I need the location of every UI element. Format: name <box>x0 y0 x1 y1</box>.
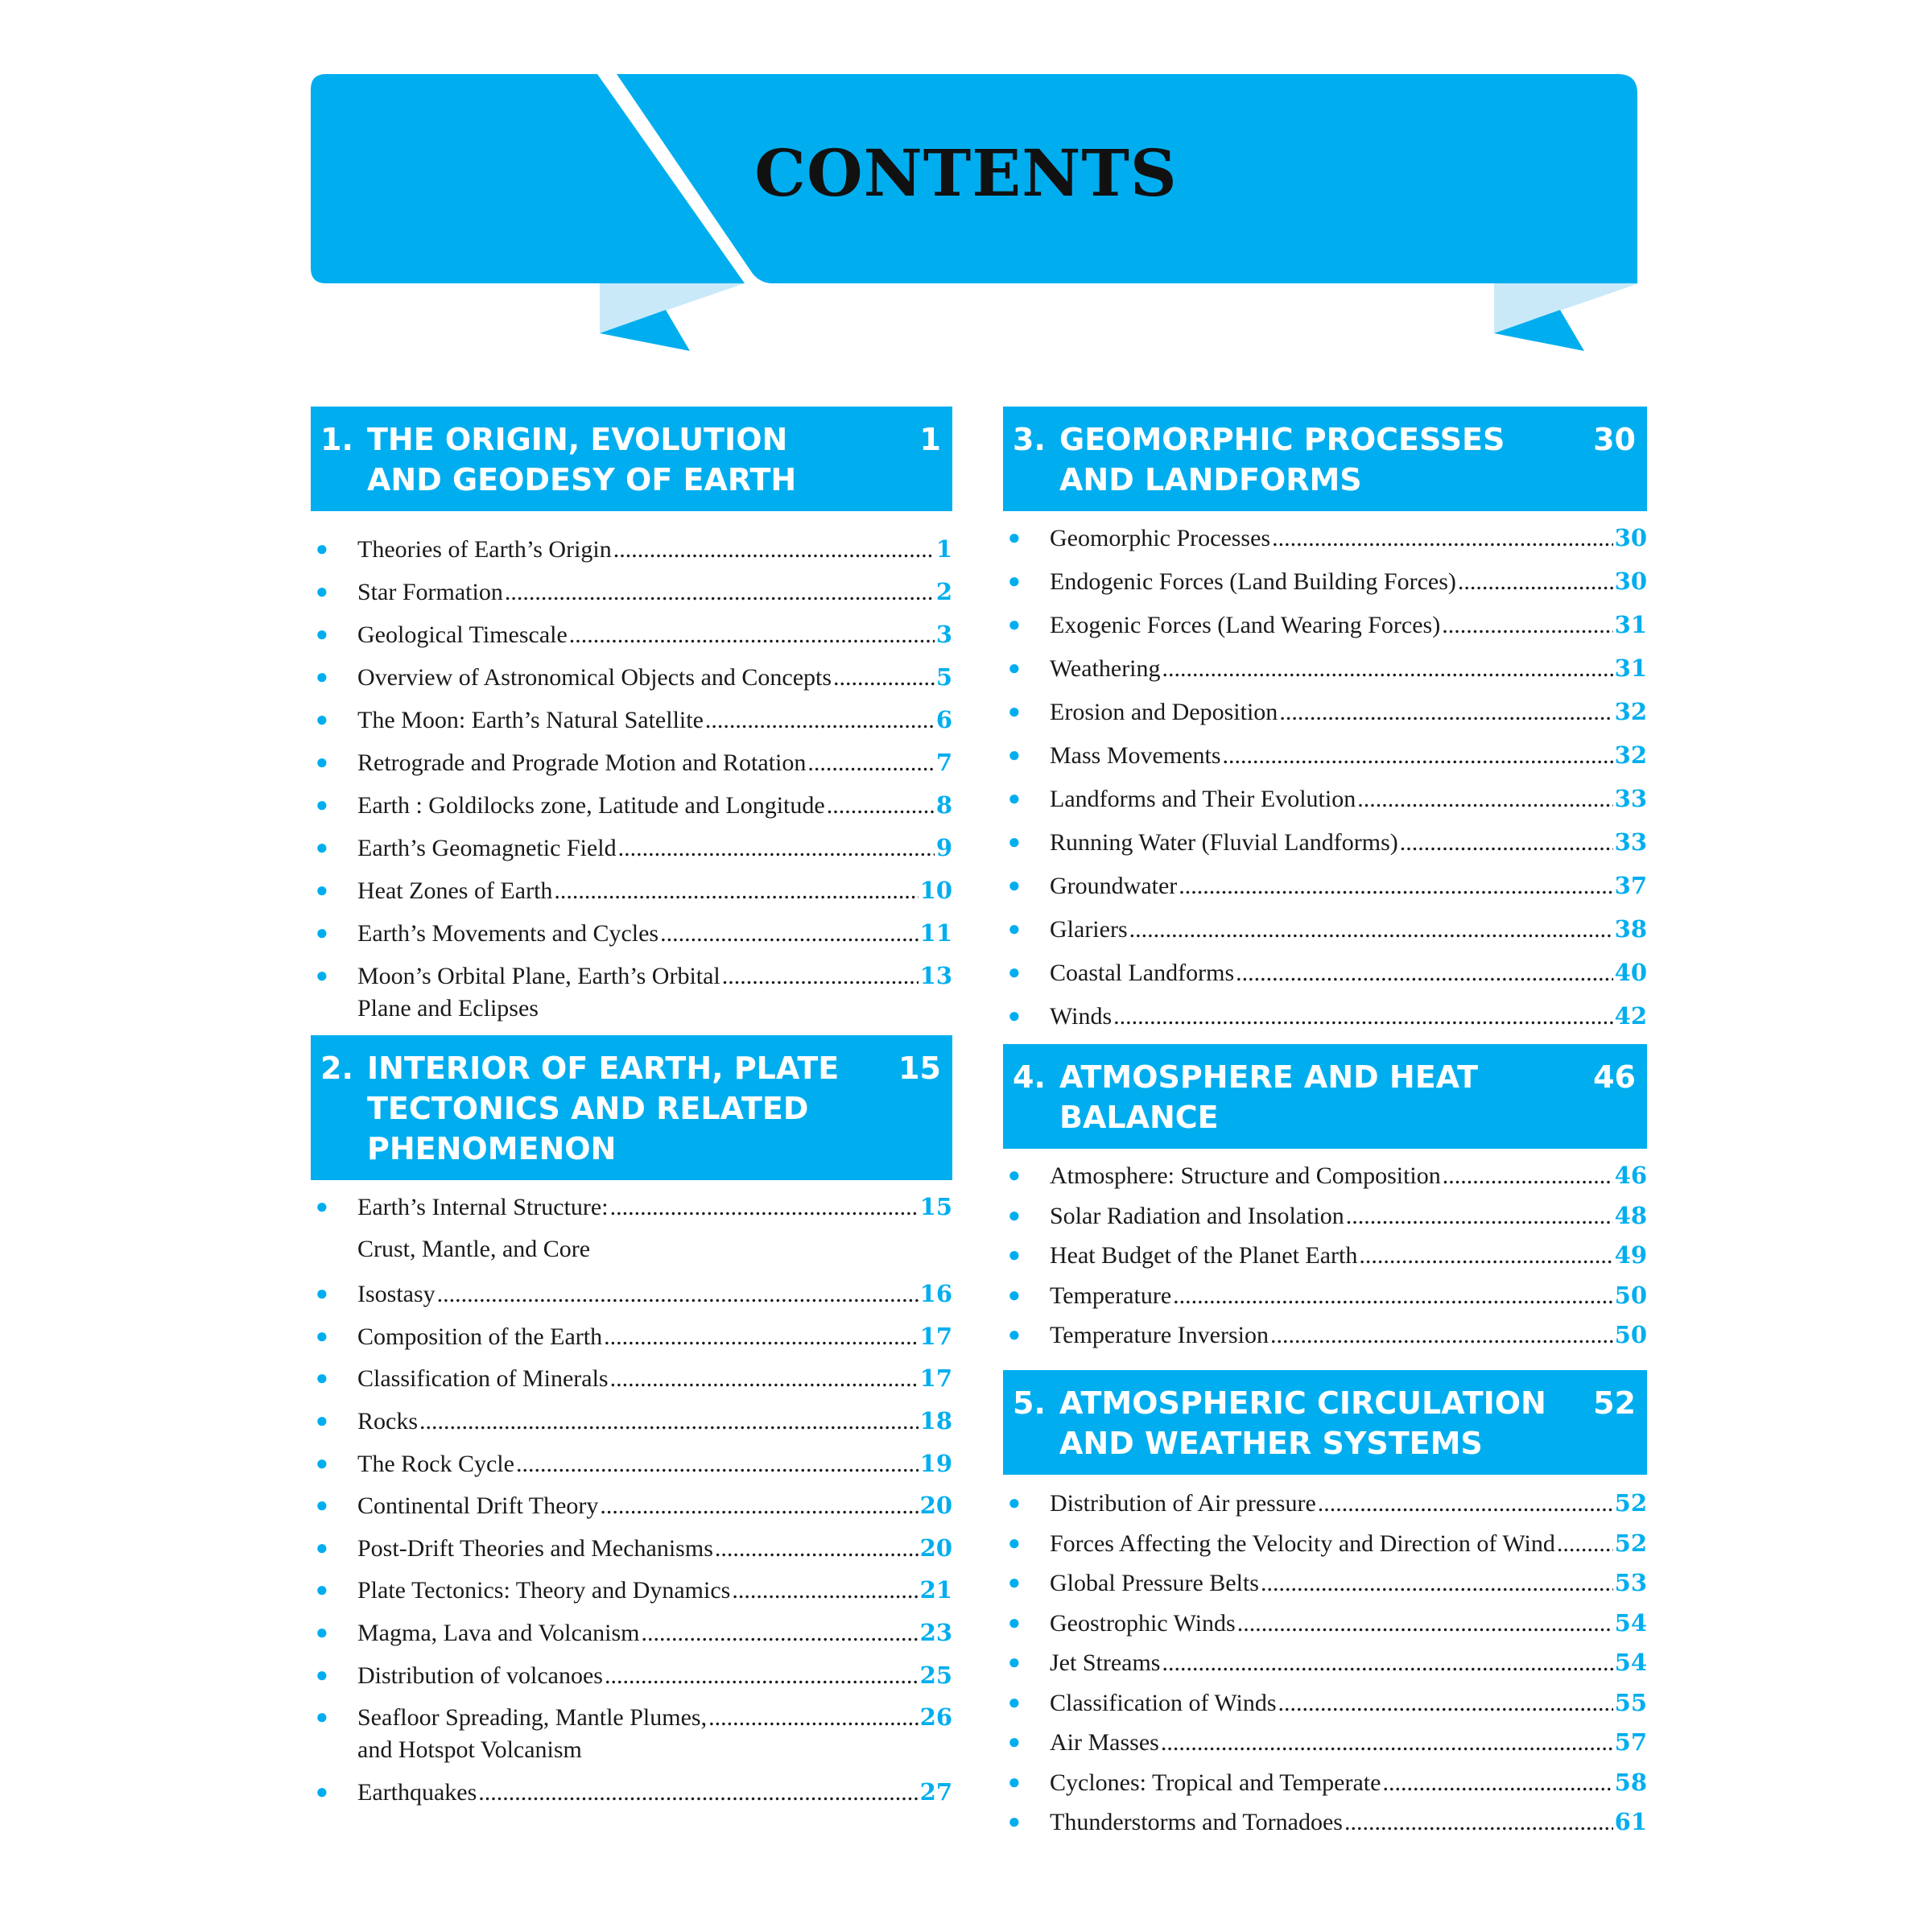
toc-entry-page: 33 <box>1614 785 1647 812</box>
toc-entry-label: Erosion and Deposition <box>1050 699 1278 725</box>
toc-entry[interactable] <box>311 1575 952 1606</box>
toc-entry-label: Solar Radiation and Insolation <box>1050 1202 1344 1229</box>
bullet-icon: ● <box>1008 1769 1021 1794</box>
bullet-icon: ● <box>316 708 328 731</box>
toc-entry-label: The Moon: Earth’s Natural Satellite <box>357 707 704 733</box>
leader-dots <box>1458 567 1613 597</box>
toc-entry-page: 50 <box>1614 1321 1647 1348</box>
bullet-icon: ● <box>316 750 328 774</box>
toc-entry-label: Distribution of volcanoes <box>357 1662 603 1689</box>
section-page-number: 15 <box>898 1051 941 1086</box>
toc-entry-label: Mass Movements <box>1050 742 1221 769</box>
toc-entry[interactable] <box>1003 1001 1647 1032</box>
leader-dots <box>516 1449 919 1480</box>
section-page-number: 30 <box>1593 422 1636 457</box>
toc-entry-label: Exogenic Forces (Land Wearing Forces) <box>1050 612 1441 638</box>
leader-dots <box>1357 784 1612 815</box>
bullet-icon: ● <box>316 622 328 646</box>
bullet-icon: ● <box>1008 1690 1021 1714</box>
toc-entry-label: Theories of Earth’s Origin <box>357 536 612 563</box>
toc-entry[interactable] <box>1003 827 1647 858</box>
toc-list <box>1003 1488 1647 1838</box>
bullet-icon: ● <box>316 836 328 859</box>
bullet-icon: ● <box>316 665 328 688</box>
toc-entry[interactable] <box>1003 609 1647 641</box>
toc-entry-label: Post-Drift Theories and Mechanisms <box>357 1534 713 1562</box>
toc-entry[interactable] <box>1003 957 1647 989</box>
toc-entry-page: 16 <box>919 1280 952 1308</box>
toc-entry-label: Isostasy <box>357 1281 436 1308</box>
toc-entry-page: 15 <box>919 1193 952 1220</box>
toc-entry-page: 42 <box>1614 1002 1647 1030</box>
bullet-icon: ● <box>1008 1243 1021 1266</box>
bullet-icon: ● <box>316 1620 328 1644</box>
toc-entry-label: Earth’s Internal Structure: <box>357 1194 609 1220</box>
bullet-icon: ● <box>1008 1491 1021 1514</box>
toc-entry-page: 50 <box>1614 1281 1647 1309</box>
toc-entry-continuation: Plane and Eclipses <box>357 995 539 1022</box>
bullet-icon: ● <box>1008 960 1021 984</box>
toc-list <box>311 534 952 1024</box>
toc-entry-page: 58 <box>1614 1768 1647 1796</box>
toc-entry-label: Global Pressure Belts <box>1050 1570 1259 1596</box>
toc-entry-label: Moon’s Orbital Plane, Earth’s Orbital <box>357 963 720 989</box>
toc-entry-label: Glariers <box>1050 916 1128 943</box>
toc-entry-page: 10 <box>919 877 952 904</box>
contents-banner <box>0 0 1932 370</box>
toc-entry-label: Earth : Goldilocks zone, Latitude and Longitude <box>357 792 825 819</box>
leader-dots <box>1113 1001 1613 1032</box>
toc-entry[interactable] <box>311 747 952 778</box>
bullet-icon: ● <box>1008 830 1021 853</box>
leader-dots <box>569 620 935 650</box>
toc-entry[interactable] <box>311 1448 952 1480</box>
toc-entry[interactable] <box>1003 522 1647 554</box>
bullet-icon: ● <box>316 1705 328 1729</box>
section-1 <box>311 407 952 1024</box>
toc-entry-label: Rocks <box>357 1407 418 1435</box>
leader-dots <box>807 748 934 778</box>
toc-entry-page: 7 <box>935 749 952 776</box>
leader-dots <box>660 919 919 949</box>
bullet-icon: ● <box>316 1195 328 1218</box>
bullet-icon: ● <box>1008 873 1021 897</box>
toc-entry-label: Air Masses <box>1050 1729 1159 1756</box>
leader-dots <box>478 1777 918 1808</box>
toc-entry[interactable] <box>311 918 952 949</box>
toc-entry-page: 49 <box>1614 1241 1647 1269</box>
toc-entry-label: Earth’s Movements and Cycles <box>357 920 659 947</box>
toc-entry[interactable] <box>311 960 952 992</box>
leader-dots <box>1442 610 1612 641</box>
toc-entry-page: 52 <box>1614 1489 1647 1517</box>
leader-dots <box>1346 1201 1613 1232</box>
toc-entry[interactable] <box>1003 1687 1647 1719</box>
toc-entry[interactable] <box>311 1278 952 1310</box>
bullet-icon: ● <box>316 1578 328 1602</box>
toc-entry[interactable] <box>1003 653 1647 684</box>
section-title: THE ORIGIN, EVOLUTION AND GEODESY OF EARTH <box>367 422 797 497</box>
toc-entry-label: Heat Budget of the Planet Earth <box>1050 1242 1358 1269</box>
section-title: ATMOSPHERE AND HEAT BALANCE <box>1059 1059 1479 1135</box>
bullet-icon: ● <box>1008 1282 1021 1307</box>
toc-entry-page: 55 <box>1614 1688 1647 1716</box>
bullet-icon: ● <box>1008 743 1021 766</box>
toc-entry-page: 6 <box>935 706 952 733</box>
toc-entry-page: 1 <box>935 535 952 563</box>
section-title: ATMOSPHERIC CIRCULATION AND WEATHER SYSTEMS <box>1059 1385 1546 1461</box>
toc-entry[interactable] <box>1003 566 1647 597</box>
bullet-icon: ● <box>1008 656 1021 679</box>
section-number: 4. <box>1013 1059 1046 1095</box>
toc-entry[interactable] <box>311 662 952 693</box>
toc-entry[interactable] <box>311 875 952 906</box>
left-column <box>311 407 952 1818</box>
toc-entry-page: 21 <box>919 1576 952 1604</box>
toc-entry[interactable] <box>311 1363 952 1394</box>
toc-entry[interactable] <box>1003 1647 1647 1678</box>
bullet-icon: ● <box>1008 1530 1021 1554</box>
toc-entry-page: 25 <box>919 1661 952 1689</box>
toc-entry-page: 20 <box>919 1492 952 1520</box>
toc-subtitle: Crust, Mantle, and Core <box>357 1235 591 1262</box>
toc-entry-label: Geological Timescale <box>357 621 568 648</box>
leader-dots <box>604 1322 919 1352</box>
toc-entry-label: Magma, Lava and Volcanism <box>357 1619 640 1646</box>
toc-entry-label: The Rock Cycle <box>357 1450 514 1477</box>
toc-entry[interactable] <box>311 619 952 650</box>
leader-dots <box>1344 1807 1613 1838</box>
leader-dots <box>1359 1241 1612 1271</box>
section-5 <box>1003 1370 1647 1838</box>
toc-entry-page: 57 <box>1614 1728 1647 1756</box>
toc-entry[interactable] <box>311 704 952 736</box>
toc-entry-label: Temperature Inversion <box>1050 1322 1269 1348</box>
leader-dots <box>505 577 935 608</box>
toc-entry-page: 13 <box>919 962 952 989</box>
leader-dots <box>554 876 918 906</box>
section-page-number: 46 <box>1593 1059 1636 1095</box>
toc-entry[interactable] <box>1003 1280 1647 1311</box>
toc-entry[interactable] <box>311 576 952 608</box>
leader-dots <box>1236 958 1613 989</box>
toc-entry-page: 52 <box>1614 1529 1647 1557</box>
section-number: 1. <box>320 422 353 457</box>
toc-entry-page: 11 <box>919 919 952 947</box>
leader-dots <box>722 961 919 992</box>
leader-dots <box>1272 523 1613 554</box>
section-header[interactable] <box>1003 1370 1647 1475</box>
toc-entry[interactable] <box>311 1660 952 1691</box>
bullet-icon: ● <box>1008 917 1021 940</box>
bullet-icon: ● <box>316 1493 328 1517</box>
section-2 <box>311 1035 952 1808</box>
leader-dots <box>1162 654 1613 684</box>
toc-entry-label: Geomorphic Processes <box>1050 525 1271 551</box>
toc-entry[interactable] <box>1003 1200 1647 1232</box>
bullet-icon: ● <box>316 1282 328 1306</box>
bullet-icon: ● <box>316 878 328 902</box>
toc-entry-page: 27 <box>919 1777 952 1806</box>
leader-dots <box>641 1618 918 1649</box>
toc-entry-page: 23 <box>919 1618 952 1646</box>
toc-entry-page: 37 <box>1614 872 1647 899</box>
leader-dots <box>600 1491 918 1521</box>
section-page-number: 52 <box>1593 1385 1636 1421</box>
leader-dots <box>437 1279 919 1310</box>
section-header[interactable] <box>311 407 952 511</box>
bullet-icon: ● <box>316 964 328 987</box>
leader-dots <box>610 1192 919 1223</box>
toc-entry-page: 17 <box>919 1364 952 1393</box>
toc-entry-continuation: and Hotspot Volcanism <box>357 1736 582 1764</box>
toc-entry-label: Composition of the Earth <box>357 1323 603 1350</box>
leader-dots <box>833 663 935 693</box>
leader-dots <box>705 705 935 736</box>
toc-entry-label: Endogenic Forces (Land Building Forces) <box>1050 568 1456 595</box>
toc-entry-page: 54 <box>1614 1608 1647 1637</box>
bullet-icon: ● <box>316 1779 328 1803</box>
bullet-icon: ● <box>1008 700 1021 723</box>
toc-entry-page: 30 <box>1614 568 1647 595</box>
toc-entry-page: 20 <box>919 1534 952 1562</box>
toc-entry[interactable] <box>311 1321 952 1352</box>
leader-dots <box>1278 1688 1613 1719</box>
section-title: INTERIOR OF EARTH, PLATE TECTONICS AND RELATED PHENOMENON <box>367 1051 840 1166</box>
toc-entry-label: Star Formation <box>357 579 503 605</box>
right-column <box>1003 407 1647 1847</box>
contents-title: CONTENTS <box>754 135 1178 211</box>
toc-entry-label: Classification of Winds <box>1050 1689 1277 1716</box>
leader-dots <box>610 1364 919 1394</box>
toc-entry-label: Weathering <box>1050 655 1161 682</box>
toc-entry[interactable] <box>1003 914 1647 945</box>
toc-list <box>1003 522 1647 1032</box>
toc-entry-label: Overview of Astronomical Objects and Concepts <box>357 664 832 691</box>
bullet-icon: ● <box>316 793 328 816</box>
toc-entry-label: Continental Drift Theory <box>357 1492 599 1520</box>
bullet-icon: ● <box>316 1662 328 1686</box>
toc-entry[interactable] <box>1003 1567 1647 1599</box>
bullet-icon: ● <box>1008 786 1021 810</box>
toc-entry-label: Atmosphere: Structure and Composition <box>1050 1162 1441 1189</box>
toc-entry-page: 9 <box>935 834 952 861</box>
leader-dots <box>1557 1529 1613 1559</box>
toc-list <box>311 1191 952 1808</box>
toc-entry-page: 38 <box>1614 915 1647 943</box>
toc-entry-page: 26 <box>919 1703 952 1732</box>
bullet-icon: ● <box>316 537 328 560</box>
toc-entry[interactable] <box>311 1490 952 1521</box>
leader-dots <box>1223 741 1613 771</box>
bullet-icon: ● <box>1008 1571 1021 1594</box>
toc-entry[interactable] <box>311 790 952 821</box>
toc-entry-page: 46 <box>1614 1162 1647 1189</box>
leader-dots <box>1173 1281 1612 1311</box>
bullet-icon: ● <box>1008 569 1021 592</box>
toc-entry-page: 30 <box>1614 524 1647 551</box>
section-number: 5. <box>1013 1385 1046 1421</box>
toc-list <box>1003 1160 1647 1351</box>
toc-entry[interactable] <box>1003 1160 1647 1191</box>
leader-dots <box>1237 1608 1613 1639</box>
toc-entry-page: 40 <box>1614 959 1647 986</box>
toc-entry-label: Groundwater <box>1050 873 1178 899</box>
toc-entry-label: Coastal Landforms <box>1050 960 1235 986</box>
bullet-icon: ● <box>1008 1610 1021 1634</box>
toc-entry[interactable] <box>311 1777 952 1808</box>
toc-entry[interactable] <box>311 534 952 565</box>
toc-entry-label: Seafloor Spreading, Mantle Plumes, <box>357 1704 708 1732</box>
section-3 <box>1003 407 1647 1032</box>
bullet-icon: ● <box>1008 1163 1021 1187</box>
toc-entry-page: 31 <box>1614 611 1647 638</box>
bullet-icon: ● <box>1008 1004 1021 1027</box>
toc-entry-page: 48 <box>1614 1201 1647 1229</box>
bullet-icon: ● <box>316 1535 328 1559</box>
leader-dots <box>1382 1768 1612 1798</box>
leader-dots <box>618 833 935 864</box>
leader-dots <box>1279 697 1612 728</box>
toc-entry[interactable] <box>1003 1806 1647 1838</box>
toc-entry[interactable] <box>1003 1488 1647 1519</box>
toc-entry-page: 2 <box>935 578 952 605</box>
toc-entry-page: 3 <box>935 621 952 648</box>
leader-dots <box>1443 1161 1613 1191</box>
section-number: 3. <box>1013 422 1046 457</box>
toc-entry-page: 33 <box>1614 828 1647 856</box>
leader-dots <box>715 1534 919 1564</box>
toc-entry[interactable] <box>311 1702 952 1733</box>
bullet-icon: ● <box>316 921 328 944</box>
leader-dots <box>1261 1568 1613 1599</box>
leader-dots <box>708 1703 919 1733</box>
toc-entry-label: Jet Streams <box>1050 1649 1161 1676</box>
toc-entry[interactable] <box>1003 1319 1647 1351</box>
leader-dots <box>1179 871 1612 902</box>
toc-entry[interactable] <box>1003 1767 1647 1798</box>
toc-entry-label: Temperature <box>1050 1282 1172 1309</box>
leader-dots <box>732 1575 918 1606</box>
toc-entry-label: Winds <box>1050 1003 1113 1030</box>
toc-entry[interactable] <box>1003 1608 1647 1639</box>
leader-dots <box>1129 914 1613 945</box>
toc-entry[interactable] <box>1003 1528 1647 1559</box>
toc-entry-label: Earth’s Geomagnetic Field <box>357 835 617 861</box>
toc-entry-page: 61 <box>1614 1808 1647 1835</box>
toc-entry-label: Geostrophic Winds <box>1050 1609 1236 1637</box>
toc-entry-label: Plate Tectonics: Theory and Dynamics <box>357 1577 731 1604</box>
leader-dots <box>1162 1648 1612 1678</box>
toc-entry[interactable] <box>311 1617 952 1649</box>
toc-entry-page: 32 <box>1614 741 1647 769</box>
bullet-icon: ● <box>316 1366 328 1390</box>
leader-dots <box>827 791 935 821</box>
leader-dots <box>613 535 935 565</box>
toc-entry-label: Running Water (Fluvial Landforms) <box>1050 829 1398 856</box>
toc-entry-page: 19 <box>919 1449 952 1477</box>
section-header[interactable] <box>1003 407 1647 511</box>
bullet-icon: ● <box>1008 526 1021 549</box>
section-page-number: 1 <box>919 422 941 457</box>
toc-entry-label: Forces Affecting the Velocity and Direction of Wind <box>1050 1530 1555 1557</box>
toc-entry[interactable] <box>1003 870 1647 902</box>
bullet-icon: ● <box>1008 613 1021 636</box>
toc-entry-page: 31 <box>1614 654 1647 682</box>
bullet-icon: ● <box>316 580 328 603</box>
toc-entry-page: 17 <box>919 1322 952 1350</box>
leader-dots <box>1270 1320 1613 1351</box>
toc-entry-page: 5 <box>935 663 952 691</box>
section-title: GEOMORPHIC PROCESSES AND LANDFORMS <box>1059 422 1505 497</box>
toc-entry-label: Earthquakes <box>357 1778 477 1806</box>
bullet-icon: ● <box>1008 1730 1021 1753</box>
toc-entry[interactable] <box>1003 696 1647 728</box>
leader-dots <box>419 1406 919 1437</box>
toc-entry[interactable] <box>311 1533 952 1564</box>
bullet-icon: ● <box>1008 1323 1021 1346</box>
toc-entry-page: 8 <box>935 791 952 819</box>
toc-entry[interactable] <box>1003 1240 1647 1271</box>
section-4 <box>1003 1044 1647 1351</box>
toc-entry[interactable] <box>311 1191 952 1223</box>
toc-entry-label: Retrograde and Prograde Motion and Rotation <box>357 749 807 776</box>
bullet-icon: ● <box>1008 1203 1021 1227</box>
toc-entry-page: 32 <box>1614 698 1647 725</box>
toc-entry-label: Landforms and Their Evolution <box>1050 786 1356 812</box>
leader-dots <box>1400 828 1613 858</box>
section-header[interactable] <box>1003 1044 1647 1149</box>
toc-entry-label: Distribution of Air pressure <box>1050 1490 1316 1517</box>
leader-dots <box>605 1661 919 1691</box>
toc-entry-page: 53 <box>1614 1569 1647 1596</box>
bullet-icon: ● <box>1008 1650 1021 1674</box>
toc-entry-label: Cyclones: Tropical and Temperate <box>1050 1769 1381 1796</box>
leader-dots <box>1161 1728 1613 1758</box>
section-header[interactable] <box>311 1035 952 1180</box>
section-number: 2. <box>320 1051 353 1086</box>
toc-entry[interactable] <box>1003 1727 1647 1758</box>
bullet-icon: ● <box>1008 1810 1021 1833</box>
toc-entry-label: Classification of Minerals <box>357 1365 609 1393</box>
bullet-icon: ● <box>316 1408 328 1432</box>
toc-entry-label: Thunderstorms and Tornadoes <box>1050 1809 1343 1835</box>
toc-entry[interactable] <box>1003 783 1647 815</box>
leader-dots <box>1318 1488 1613 1519</box>
toc-entry-label: Heat Zones of Earth <box>357 877 553 904</box>
toc-entry[interactable] <box>1003 740 1647 771</box>
toc-entry[interactable] <box>311 1406 952 1437</box>
toc-entry-page: 18 <box>919 1406 952 1435</box>
bullet-icon: ● <box>316 1451 328 1475</box>
toc-entry-page: 54 <box>1614 1649 1647 1676</box>
toc-entry[interactable] <box>311 832 952 864</box>
bullet-icon: ● <box>316 1323 328 1348</box>
